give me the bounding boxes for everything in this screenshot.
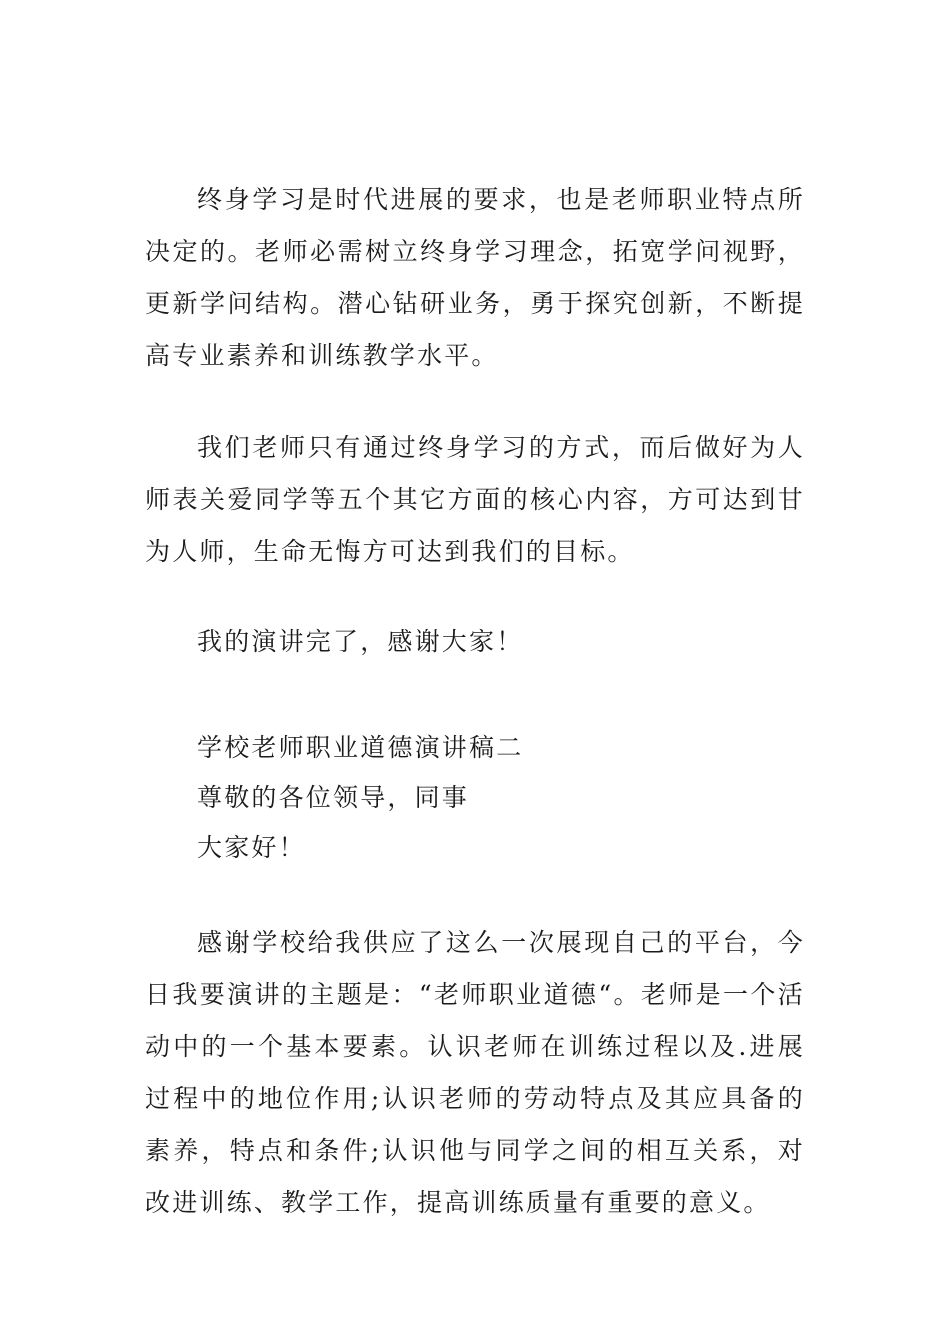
salutation: 尊敬的各位领导，同事: [197, 783, 470, 812]
paragraph-lifelong-learning: 终身学习是时代进展的要求，也是老师职业特点所决定的。老师必需树立终身学习理念，拓宽学问视野，更新学问结构。潜心钻研业务，勇于探究创新，不断提高专业素养和训练教学水平。: [145, 185, 805, 370]
paragraph-speech-body: 感谢学校给我供应了这么一次展现自己的平台，今日我要演讲的主题是：“老师职业道德“。老师是一个活动中的一个基本要素。认识老师在训练过程以及.进展过程中的地位作用;认识老师的劳动特点及其应具备的素养，特点和条件;认识他与同学之间的相互关系，对改进训练、教学工作，提高训练质量有重要的意义。: [145, 928, 805, 1217]
paragraph-teacher-goal: 我们老师只有通过终身学习的方式，而后做好为人师表关爱同学等五个其它方面的核心内容，方可达到甘为人师，生命无悔方可达到我们的目标。: [145, 433, 805, 566]
greeting: 大家好！: [197, 833, 306, 862]
section-heading: 学校老师职业道德演讲稿二: [197, 733, 524, 762]
paragraph-closing: 我的演讲完了，感谢大家！: [197, 627, 524, 656]
